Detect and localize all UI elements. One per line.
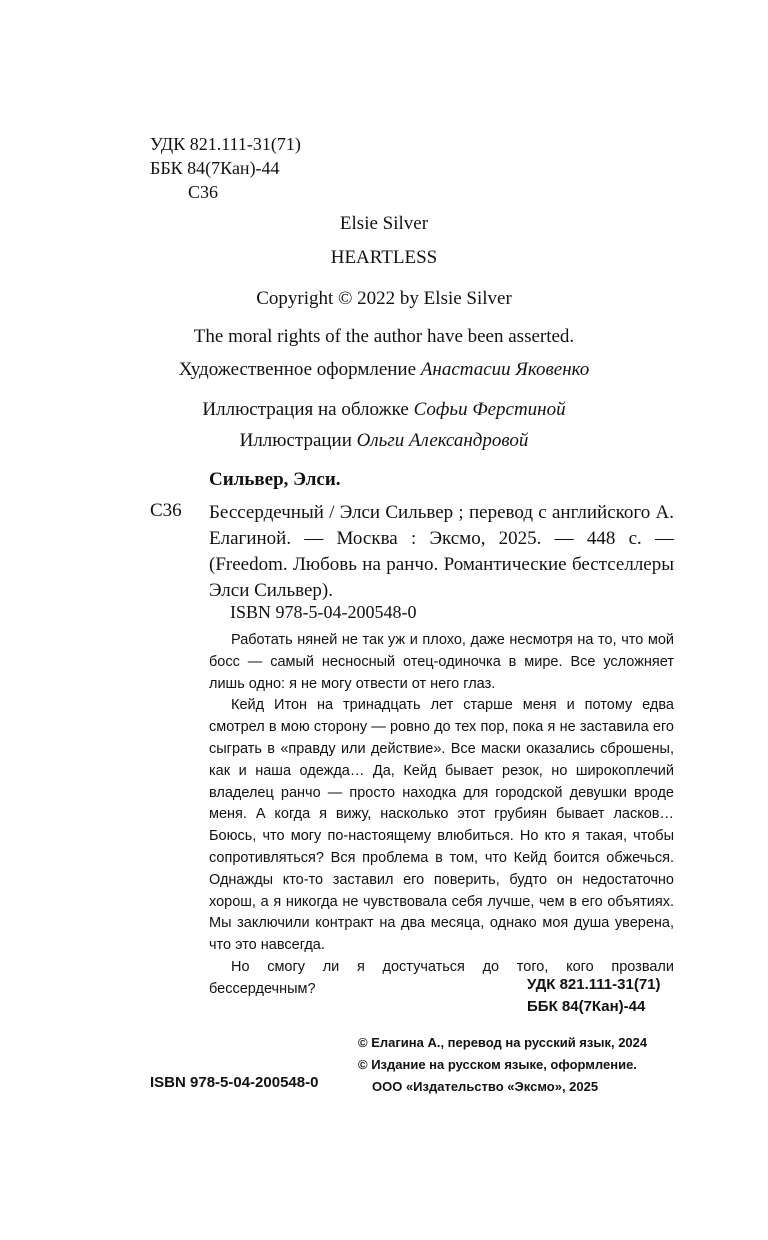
copyright-publisher: ООО «Издательство «Эксмо», 2025: [372, 1079, 599, 1094]
bibliographic-description: Бессердечный / Элси Сильвер ; перевод с английского А. Елагиной. — Москва : Эксмо, 2025. — 448 с. — (Freedom. Любовь на ранчо. Романтические бестселлеры Элси Сильвер).: [209, 502, 674, 601]
copyright-translation: © Елагина А., перевод на русский язык, 2024: [358, 1035, 648, 1050]
footer-copyrights: [358, 1032, 647, 1098]
credit-name: Софьи Ферстиной: [413, 399, 566, 420]
author-mark: С36: [188, 182, 219, 202]
original-copyright: Copyright © 2022 by Elsie Silver: [256, 288, 512, 309]
annotation-paragraph: Но смогу ли я достучаться до того, кого прозвали бессердечным?: [209, 958, 674, 997]
credit-label: Иллюстрация на обложке: [202, 399, 414, 420]
footer-udk: УДК 821.111-31(71): [527, 976, 661, 993]
isbn-main: ISBN 978-5-04-200548-0: [230, 602, 417, 622]
credit-label: Иллюстрации: [239, 430, 357, 451]
bbk-code: ББК 84(7Кан)-44: [150, 158, 280, 178]
credit-design: [0, 358, 768, 382]
original-title: HEARTLESS: [330, 247, 438, 268]
credit-name: Анастасии Яковенко: [420, 359, 590, 380]
copyright-edition: © Издание на русском языке, оформление.: [358, 1057, 637, 1072]
credit-name: Ольги Александровой: [356, 430, 529, 451]
bibliographic-mark: С36: [150, 500, 182, 521]
author-heading: Сильвер, Элси.: [209, 469, 341, 490]
footer-bbk: ББК 84(7Кан)-44: [527, 998, 646, 1015]
annotation: [209, 630, 674, 1001]
udk-code: УДК 821.111-31(71): [150, 134, 301, 154]
original-author: Elsie Silver: [339, 213, 429, 234]
credit-cover-illustration: [0, 398, 768, 422]
annotation-paragraph: Кейд Итон на тринадцать лет старше меня и потому едва смотрел в мою сторону — ровно до тех пор, пока я не заставила его сыграть в «правду или действие». Все маски оказались сброшены, как и наша одежда… Да, Кейд бывает резок, но широкоплечий владелец ранчо — просто находка для городской девушки вроде меня. А когда я вижу, насколько этот грубиян бывает ласков… Боюсь, что могу по-настоящему влюбиться. Но кто я такая, чтобы сопротивляться? Вся проблема в том, что Кейд боится обжечься. Однажды кто-то заставил его поверить, будто он недостаточно хорош, а я никогда не чувствовала себя лучше, чем в его объятиях. Мы заключили контракт на два месяца, однако моя душа уверена, что это навсегда.: [209, 697, 674, 954]
classification-block: [150, 132, 301, 204]
footer-isbn: ISBN 978-5-04-200548-0: [150, 1074, 319, 1091]
credit-label: Художественное оформление: [178, 359, 421, 380]
annotation-paragraph: Работать няней не так уж и плохо, даже несмотря на то, что мой босс — самый несносный отец-одиночка в мире. Все усложняет лишь одно: я не могу отвести от него глаз.: [209, 632, 674, 692]
credit-illustrations: [0, 429, 768, 453]
moral-rights: The moral rights of the author have been asserted.: [193, 326, 575, 347]
footer-classification: [527, 974, 661, 1018]
